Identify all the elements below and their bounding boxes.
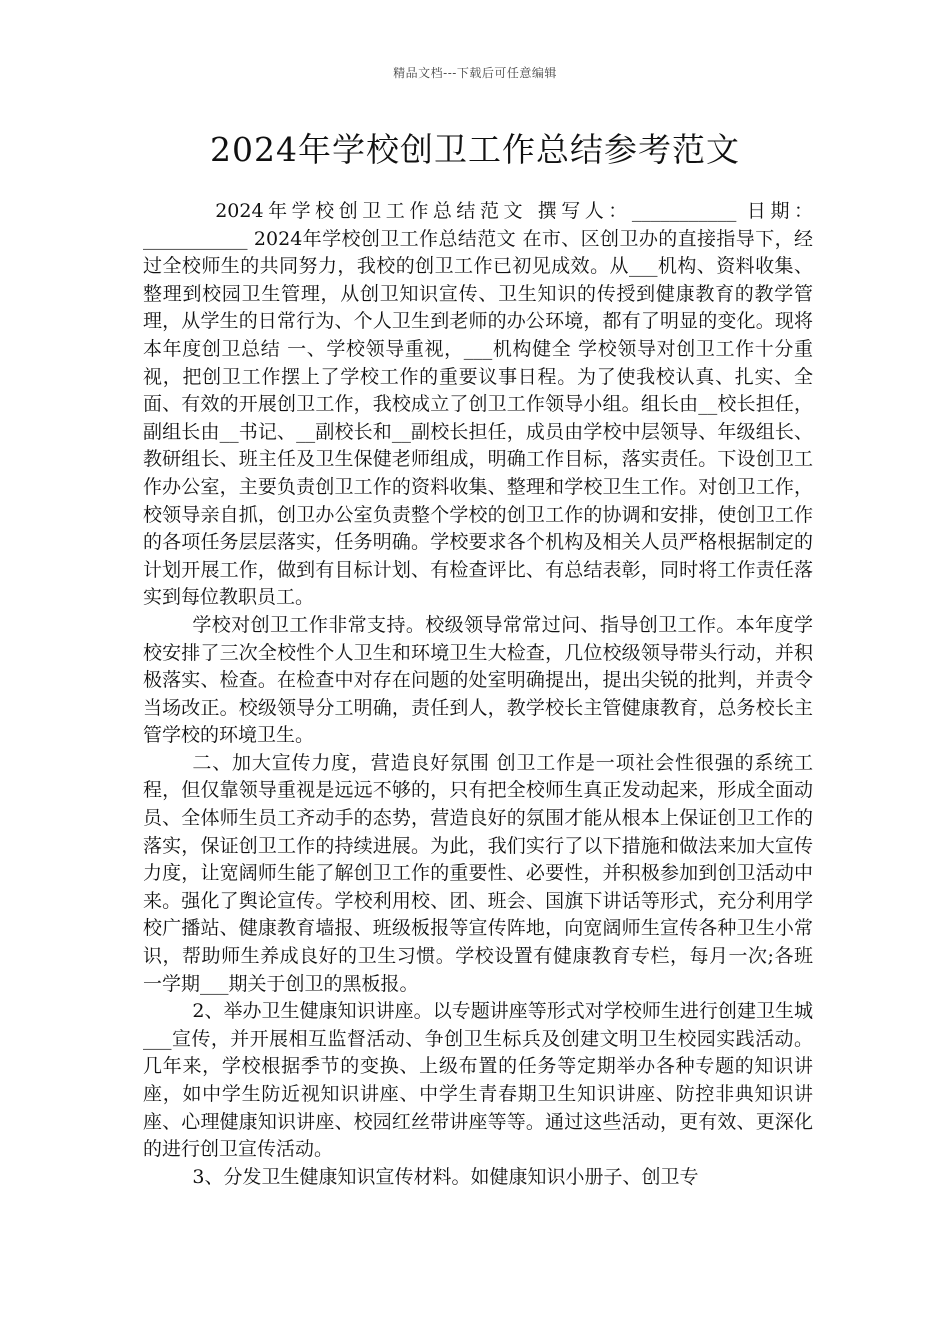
paragraph-health-lectures: 2、举办卫生健康知识讲座。以专题讲座等形式对学校师生进行创建卫生城___宣传，并开展相互监督活动、争创卫生标兵及创建文明卫生校园实践活动。几年来，学校根据季节的变换、上级布置的任务等定期举办各种专题的知识讲座，如中学生防近视知识讲座、中学生青春期卫生知识讲座、防控非典知识讲座、心理健康知识讲座、校园红丝带讲座等等。通过这些活动，更有效、更深化的进行创卫宣传活动。: [143, 1000, 813, 1161]
paragraph-publicity: 二、加大宣传力度，营造良好氛围 创卫工作是一项社会性很强的系统工程，但仅靠领导重视是远远不够的，只有把全校师生真正发动起来，形成全面动员、全体师生员工齐动手的态势，营造良好的氛围才能从根本上保证创卫工作的落实，保证创卫工作的持续进展。为此，我们实行了以下措施和做法来加大宣传力度，让宽阔师生能了解创卫工作的重要性、必要性，并积极参加到创卫活动中来。强化了舆论宣传。学校利用校、团、班会、国旗下讲话等形式，充分利用学校广播站、健康教育墙报、班级板报等宣传阵地，向宽阔师生宣传各种卫生小常识，帮助师生养成良好的卫生习惯。学校设置有健康教育专栏，每月一次;各班一学期___期关于创卫的黑板报。: [143, 751, 813, 995]
document-title: 2024年学校创卫工作总结参考范文: [210, 130, 740, 169]
document-body: [143, 198, 813, 1191]
paragraph-leadership-support: 学校对创卫工作非常支持。校级领导常常过问、指导创卫工作。本年度学校安排了三次全校性个人卫生和环境卫生大检查，几位校级领导带头行动，并积极落实、检查。在检查中对存在问题的处室明确提出，提出尖锐的批判，并责令当场改正。校级领导分工明确，责任到人，教学校长主管健康教育，总务校长主管学校的环境卫生。: [143, 613, 813, 747]
paragraph-intro: 2024年学校创卫工作总结范文 撰写人：___________ 日期：___________ 2024年学校创卫工作总结范文 在市、区创卫办的直接指导下，经过全校师生的共同努力，我校的创卫工作已初见成效。从___机构、资料收集、整理到校园卫生管理，从创卫知识宣传、卫生知识的传授到健康教育的教学管理，从学生的日常行为、个人卫生到老师的办公环境，都有了明显的变化。现将本年度创卫总结 一、学校领导重视，___机构健全 学校领导对创卫工作十分重视，把创卫工作摆上了学校工作的重要议事日程。为了使我校认真、扎实、全面、有效的开展创卫工作，我校成立了创卫工作领导小组。组长由__校长担任，副组长由__书记、__副校长和__副校长担任，成员由学校中层领导、年级组长、教研组长、班主任及卫生保健老师组成，明确工作目标，落实责任。下设创卫工作办公室，主要负责创卫工作的资料收集、整理和学校卫生工作。对创卫工作，校领导亲自抓，创卫办公室负责整个学校的创卫工作的协调和安排，使创卫工作的各项任务层层落实，任务明确。学校要求各个机构及相关人员严格根据制定的计划开展工作，做到有目标计划、有检查评比、有总结表彰，同时将工作责任落实到每位教职员工。: [143, 200, 813, 609]
paragraph-materials: 3、分发卫生健康知识宣传材料。如健康知识小册子、创卫专: [192, 1165, 699, 1188]
page-header-note: 精品文档---下载后可任意编辑: [393, 66, 557, 80]
